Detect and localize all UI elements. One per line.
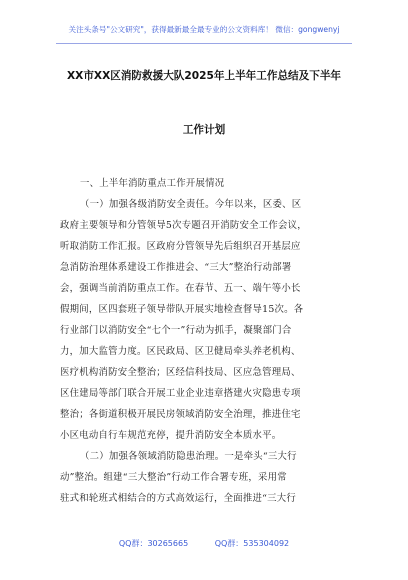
body-line-8: 力，加大监管力度。区民政局、区卫健局牵头养老机构、 xyxy=(60,346,301,357)
footer-qq-group-1: QQ群：30265665 xyxy=(118,539,189,548)
body-line-13: （二）加强各领域消防隐患治理。一是牵头“三大行 xyxy=(80,451,297,462)
section-heading: 一、上半年消防重点工作开展情况 xyxy=(80,178,225,189)
footer-contact xyxy=(0,538,408,549)
document-title-line-2: 工作计划 xyxy=(182,124,226,136)
body-line-14: 动”整治。组建“三大整治”行动工作合署专班，采用常 xyxy=(60,472,287,483)
body-line-15: 驻式和轮班式相结合的方式高效运行，全面推进“三大行 xyxy=(60,493,297,504)
body-line-11: 整治；各街道积极开展民房领域消防安全治理，推进住宅 xyxy=(60,409,301,420)
body-line-3: 听取消防工作汇报。区政府分管领导先后组织召开基层应 xyxy=(60,241,301,252)
body-line-1: （一）加强各级消防安全责任。今年以来，区委、区 xyxy=(80,199,302,210)
body-line-12: 小区电动自行车规范充停，提升消防安全本质水平。 xyxy=(60,430,282,441)
body-line-9: 医疗机构消防安全整治；区经信科技局、区应急管理局、 xyxy=(60,367,301,378)
body-line-5: 会，强调当前消防重点工作。在春节、五一、端午等小长 xyxy=(60,283,301,294)
body-line-6: 假期间，区四套班子领导带队开展实地检查督导15次。各 xyxy=(60,304,304,315)
header-divider xyxy=(56,43,352,44)
body-line-7: 行业部门以消防安全“七个一”行动为抓手，凝聚部门合 xyxy=(60,325,292,336)
body-line-4: 急消防治理体系建设工作推进会、“三大”整治行动部署 xyxy=(60,262,292,273)
header-banner: 关注头条号"公文研究"，获得最新最全最专业的公文资料库！ 微信：gongwenyj xyxy=(68,25,340,34)
body-line-2: 政府主要领导和分管领导5次专题召开消防安全工作会议， xyxy=(60,220,307,231)
document-title-line-1: XX市XX区消防救援大队2025年上半年工作总结及下半年 xyxy=(66,70,342,82)
body-line-10: 区住建局等部门联合开展工业企业违章搭建火灾隐患专项 xyxy=(60,388,301,399)
footer-qq-group-2: QQ群：535304092 xyxy=(214,539,290,548)
